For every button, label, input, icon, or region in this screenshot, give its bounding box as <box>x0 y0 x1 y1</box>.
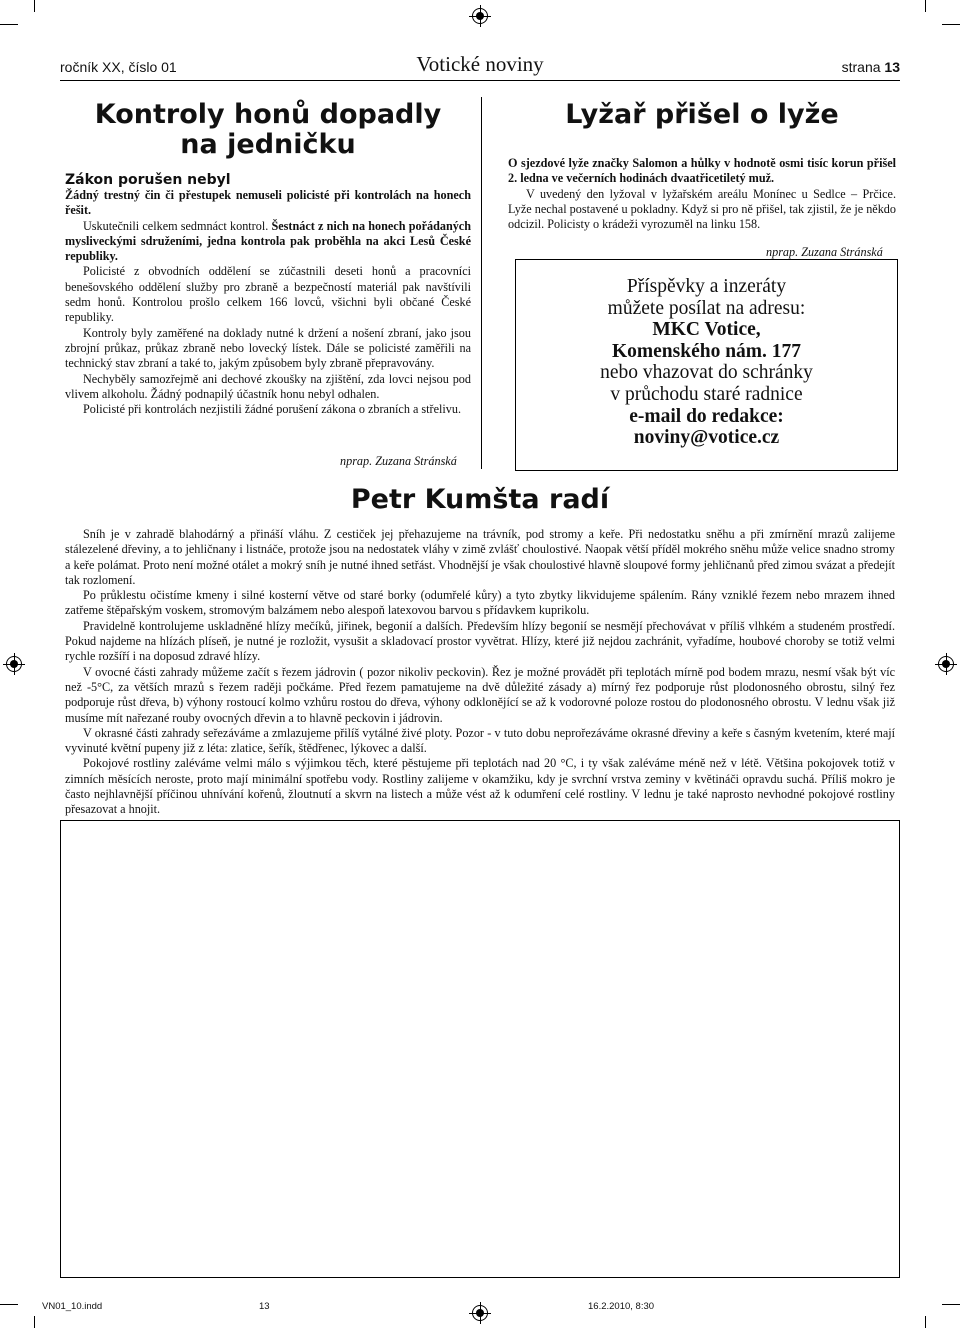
article-signature: nprap. Zuzana Stránská <box>766 245 883 259</box>
article-body <box>508 156 896 232</box>
box-line: v průchodu staré radnice <box>610 383 803 405</box>
paragraph: Po průklestu očistíme kmeny i silné kosterní větve od staré borky (odumřelé kůry) a tyto zbytky likvidujeme spálením. Rány vzniklé řezem nebo mrazem ihned zatřeme štěpařským voskem, stromovým balzámem nebo alespoň latexovou barvou s přídavkem kuprikolu. <box>65 588 895 618</box>
crop-mark <box>925 0 926 12</box>
paragraph: Policisté z obvodních oddělení se zúčastnili deseti honů a pracovníci benešovského oddělení služby pro zbraně a bezpečností materiál pak navštívili sedm honů. Kontrolou prošlo celkem 166 lovců, všichni byli občané České republiky. <box>65 264 471 325</box>
footer-page: 13 <box>259 1301 270 1312</box>
registration-mark-icon <box>469 5 491 27</box>
box-line: Příspěvky a inzeráty <box>626 276 787 297</box>
crop-mark <box>0 24 18 25</box>
newspaper-title: Votické noviny <box>416 52 544 76</box>
crop-mark <box>942 24 960 25</box>
box-line: e-mail do redakce: <box>629 405 784 427</box>
box-line: MKC Votice, <box>652 319 761 341</box>
article-title: Lyžař přišel o lyže <box>565 99 839 130</box>
box-line: nebo vhazovat do schránky <box>600 362 813 384</box>
page-number: strana 13 <box>841 59 900 75</box>
lead-paragraph-2: Uskutečnili celkem sedmnáct kontrol. Šestnáct z nich na honech pořádaných mysliveckými sdruženími, jedna kontrola pak proběhla na akci Lesů České republiky. <box>65 218 471 264</box>
empty-ad-frame <box>60 820 900 1278</box>
box-email: noviny@votice.cz <box>633 427 780 449</box>
header-rule <box>60 80 900 81</box>
lead-paragraph: O sjezdové lyže značky Salomon a hůlky v hodnotě osmi tisíc korun přišel 2. ledna ve večerních hodinách dvaatřicetiletý muž. <box>508 156 896 186</box>
article-subtitle: Zákon porušen nebyl <box>65 172 231 188</box>
article-hunt-controls <box>65 100 471 417</box>
registration-mark-icon <box>3 653 25 675</box>
lead-paragraph: Žádný trestný čin či přestupek nemuseli policisté při kontrolách na honech řešit. <box>65 188 471 218</box>
box-line: Komenského nám. 177 <box>611 340 802 362</box>
footer-file: VN01_10.indd <box>42 1301 103 1312</box>
column-divider <box>481 97 482 469</box>
crop-mark <box>34 1316 35 1328</box>
article-skier <box>508 100 896 232</box>
paragraph: Pokojové rostliny zaléváme velmi málo s výjimkou těch, které pěstujeme při teplotách nad 20 °C, i ty však zaléváme méně než v létě. Většina pokojovek totiž v zimních měsících neroste, proto mají minimální spotřebu vody. Rostliny zalijeme v okamžiku, kdy je svrchní vrstva zeminy v květináči opravdu suchá. Příliš mokro je často nejhlavnější příčinou uhnívání kořenů, žloutnutí a skvrn na listech a může vést až k odumření celé rostliny. V lednu je také naprosto nevhodné pokojové rostliny přesazovat a hnojit. <box>65 756 895 817</box>
article-title: Petr Kumšta radí <box>350 484 610 515</box>
article-signature: nprap. Zuzana Stránská <box>340 454 457 468</box>
crop-mark <box>34 0 35 12</box>
issue-label: ročník XX, číslo 01 <box>60 59 177 75</box>
article-title: Kontroly honů dopadly na jedničku <box>94 99 442 160</box>
paragraph: Nechyběly samozřejmě ani dechové zkoušky na zjištění, zda lovci nejsou pod vlivem alkoholu. Žádný podnapilý účastník honu nebyl odhalen. <box>65 371 471 401</box>
article-garden-tips <box>65 527 895 818</box>
contact-box <box>515 259 898 471</box>
registration-mark-icon <box>935 653 957 675</box>
paragraph: V uvedený den lyžoval v lyžařském areálu Monínec u Sedlce – Prčice. Lyže nechal postavené u pokladny. Když si pro ně přišel, tak zjistil, že je někdo odcizil. Policisty o krádeži vyrozuměl na linku 158. <box>508 186 896 232</box>
crop-mark <box>925 1316 926 1328</box>
crop-mark <box>942 1304 960 1305</box>
paragraph: Kontroly byly zaměřené na doklady nutné k držení a nošení zbraní, jako jsou zbrojní průkaz, průkaz zbraně nebo lovecký lístek. Dále se policisté zaměřili na technický stav zbraní a také to, jakým způsobem byly zbraně přepravovány. <box>65 325 471 371</box>
paragraph: Sníh je v zahradě blahodárný a přináší vláhu. Z cestiček jej přehazujeme na trávník, pod stromy a keře. Při nedostatku sněhu a při zmírnění mrazů zalijeme stálezelené dřeviny, a to jehličnany i listnáče, protože jsou na nedostatek vláhy v zimě zvlášť choulostivé. Naopak větší příděl mokrého sněhu může velice snadno stromy a keře polámat. Proto není možné otálet a mokrý sníh je nutné ihned setřást. Vhodnější je však choulostivé hlavně sloupové formy jehličnanů před zimou svázat a předejít tak rozlomení. <box>65 527 895 587</box>
crop-mark <box>0 1304 18 1305</box>
paragraph: Policisté při kontrolách nezjistili žádné porušení zákona o zbraních a střelivu. <box>83 402 462 417</box>
box-line: můžete posílat na adresu: <box>607 297 806 319</box>
footer-datetime: 16.2.2010, 8:30 <box>588 1301 655 1312</box>
paragraph: Pravidelně kontrolujeme uskladněné hlízy mečíků, jiřinek, begonií a dalších. Především hlízy begonií se nesmějí přechovávat v příliš vlhkém a studeném prostředí. Pokud najdeme na hlízách plíseň, je nutné je rozložit, vysušit a skladovací prostor vyvětrat. Hlízy, které již nejdou zachránit, vyřadíme, houbové choroby se totiž velmi rychle rozšíří i na doposud zdravé hlízy. <box>65 618 895 664</box>
paragraph: V ovocné části zahrady můžeme začít s řezem jádrovin ( pozor nikoliv peckovin). Řez je možné provádět při teplotách mírně pod bodem mrazu, nesmí však být víc než -5°C, za větších mrazů s řezem raději počkáme. Před řezem pamatujeme na dvě důležité zásady a) mírný řez podporuje růst plodonosného obrostu, silný řez podporuje růst dřeva, b) výhony rostoucí kolmo vzhůru rostou do dřeva, výhony odklonějící se až k vodorovné poloze rostou do plodonosného obrostu. V lednu však již musíme mít nařezané rouby ovocných dřevin a to hlavně peckovin i jádrovin. <box>65 664 895 725</box>
paragraph: V okrasné části zahrady seřezáváme a zmlazujeme přilíš vytálné živé ploty. Pozor - v tuto dobu neprořezáváme okrasné dřeviny a keře s časným kvetením, které mají vyvinuté květní pupeny již z léta: zlatice, šeřík, štědřenec, lýkovec a další. <box>65 725 895 756</box>
article-body <box>65 188 471 417</box>
registration-mark-icon <box>469 1302 491 1324</box>
